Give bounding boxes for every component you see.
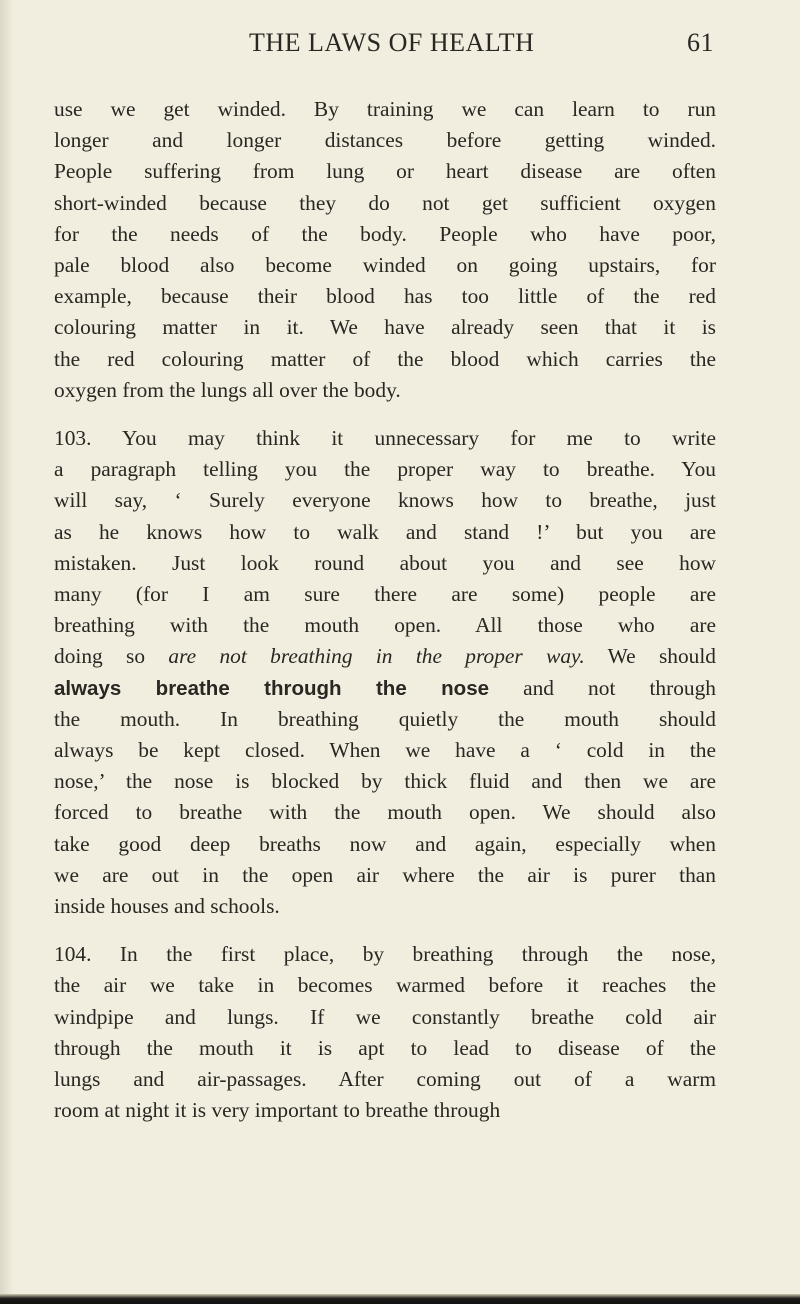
text-run: inside houses and schools.: [54, 894, 280, 919]
page-header: [54, 28, 714, 68]
text-line: [54, 1002, 716, 1033]
text-line: [54, 344, 716, 375]
text-run: as he knows how to walk and stand !’ but you are: [54, 519, 716, 544]
text-line: [54, 610, 716, 641]
text-line: [54, 970, 716, 1001]
text-line: [54, 375, 716, 406]
text-line: [54, 704, 716, 735]
text-run: and not through: [489, 675, 717, 700]
page-number: 61: [687, 28, 714, 57]
text-run: the red colouring matter of the blood which carries the: [54, 346, 716, 371]
paragraph: [54, 939, 716, 1126]
text-run: nose,’ the nose is blocked by thick fluid and then we are: [54, 769, 716, 794]
text-line: [54, 548, 716, 579]
text-run: the air we take in becomes warmed before it reaches the: [54, 973, 716, 998]
text-run: a paragraph telling you the proper way to breathe. You: [54, 457, 716, 482]
text-line: [54, 94, 716, 125]
text-run: will say, ‘ Surely everyone knows how to breathe, just: [54, 488, 716, 513]
text-run: many (for I am sure there are some) people are: [54, 582, 716, 607]
text-line: [54, 641, 716, 672]
text-run: 103. You may think it unnecessary for me to write: [54, 426, 716, 451]
text-line: [54, 891, 716, 922]
bold-text: always breathe through the nose: [54, 676, 490, 700]
text-run: pale blood also become winded on going upstairs, for: [54, 253, 716, 278]
text-run: longer and longer distances before getting winded.: [54, 128, 716, 153]
text-line: [54, 579, 716, 610]
text-line: [54, 423, 716, 454]
text-line: [54, 312, 716, 343]
text-run: short-winded because they do not get sufficient oxygen: [54, 190, 716, 215]
text-run: take good deep breaths now and again, especially when: [54, 831, 716, 856]
text-run: lungs and air-passages. After coming out of a warm: [54, 1067, 716, 1092]
text-line: [54, 939, 716, 970]
paragraph: [54, 94, 716, 406]
text-line: [54, 125, 716, 156]
text-run: always be kept closed. When we have a ‘ cold in the: [54, 738, 716, 763]
text-run: the mouth. In breathing quietly the mouth should: [54, 706, 716, 731]
paragraph: [54, 423, 716, 922]
body-text: [54, 94, 716, 1127]
text-run: forced to breathe with the mouth open. We should also: [54, 800, 716, 825]
paragraph-gap: [54, 922, 716, 939]
text-line: [54, 829, 716, 860]
text-line: [54, 766, 716, 797]
text-line: [54, 1095, 716, 1126]
text-run: we are out in the open air where the air is purer than: [54, 862, 716, 887]
text-line: [54, 735, 716, 766]
text-run: We should: [584, 644, 717, 669]
text-run: windpipe and lungs. If we constantly breathe cold air: [54, 1004, 716, 1029]
page-bottom-edge: [0, 1294, 800, 1304]
text-line: [54, 281, 716, 312]
text-line: [54, 860, 716, 891]
text-run: use we get winded. By training we can learn to run: [54, 97, 716, 121]
text-line: [54, 517, 716, 548]
text-run: breathing with the mouth open. All those who are: [54, 613, 716, 638]
text-line: [54, 219, 716, 250]
text-line: [54, 156, 716, 187]
text-line: [54, 485, 716, 516]
text-run: for the needs of the body. People who have poor,: [54, 221, 716, 246]
text-run: oxygen from the lungs all over the body.: [54, 377, 401, 402]
text-run: doing so: [54, 644, 169, 669]
text-run: People suffering from lung or heart disease are often: [54, 159, 716, 184]
text-line: [54, 1033, 716, 1064]
text-run: example, because their blood has too little of the red: [54, 284, 716, 309]
text-line: [54, 797, 716, 828]
text-line: [54, 454, 716, 485]
text-line: [54, 188, 716, 219]
text-run: through the mouth it is apt to lead to disease of the: [54, 1035, 716, 1060]
text-line: [54, 1064, 716, 1095]
text-run: mistaken. Just look round about you and see how: [54, 550, 716, 575]
text-run: 104. In the first place, by breathing through the nose,: [54, 942, 716, 967]
page-edge-shadow: [0, 0, 14, 1304]
text-run: room at night it is very important to breathe through: [54, 1098, 501, 1123]
text-run: colouring matter in it. We have already seen that it is: [54, 315, 716, 340]
running-head: THE LAWS OF HEALTH: [249, 28, 535, 57]
text-line: [54, 673, 716, 704]
text-line: [54, 250, 716, 281]
paragraph-gap: [54, 406, 716, 423]
italic-text: are not breathing in the proper way.: [168, 644, 585, 669]
